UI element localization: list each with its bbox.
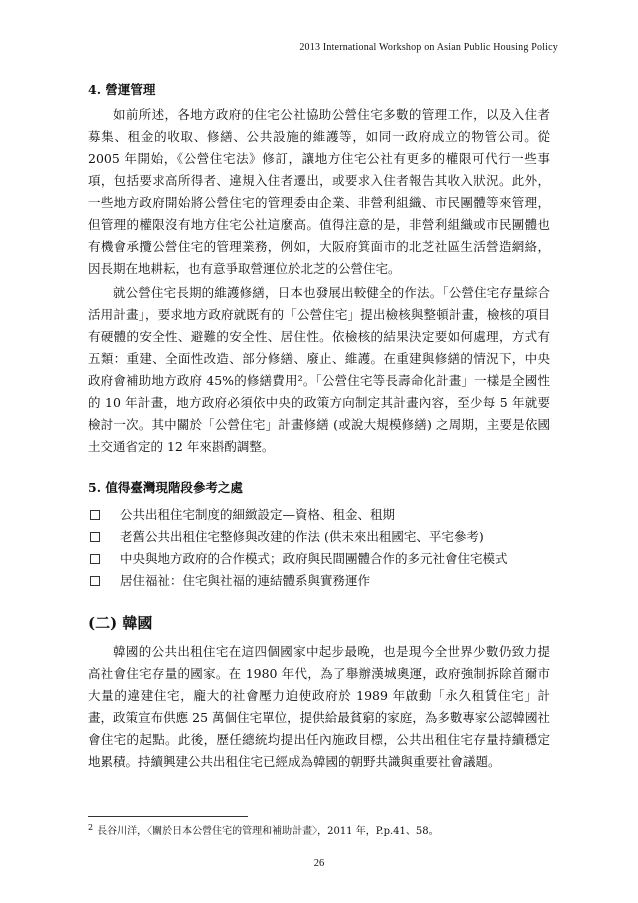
section-4-heading: 4. 營運管理 [88, 82, 156, 97]
section-4-paragraph-1: 如前所述，各地方政府的住宅公社協助公營住宅多數的管理工作，以及入住者募集、租金的收取、修繕、公共設施的維護等，如同一政府成立的物管公司。從 2005 年開始，《公營住宅法》修訂，讓地方住宅公社有更多的權限可代行一些事項，包括要求高所得者、違規入住者遷出，或要求入住者報告其收入狀況。此外，一些地方政府開始將公營住宅的管理委由企業、非營利組織、市民團體等來管理，但管理的權限沒有地方住宅公社這麼高。值得注意的是，非營利組織或市民團體也有機會承攬公營住宅的管理業務，例如，大阪府箕面市的北芝社區生活營造網絡，因長期在地耕耘，也有意爭取營運位於北芝的公營住宅。 [88, 107, 550, 276]
list-item [88, 504, 550, 526]
list-item [88, 570, 550, 592]
list-item-text: 老舊公共出租住宅整修與改建的作法 (供未來出租國宅、平宅參考) [120, 529, 484, 544]
footnote [88, 822, 439, 837]
section-4-paragraph-2: 就公營住宅長期的維護修繕，日本也發展出較健全的作法。「公營住宅存量綜合活用計畫」，要求地方政府就既有的「公營住宅」提出檢核與整頓計畫，檢核的項目有硬體的安全性、避難的安全性、居住性。依檢核的結果決定要如何處理，方式有五類：重建、全面性改造、部分修繕、廢止、維護。在重建與修繕的情況下，中央政府會補助地方政府 45%的修繕費用²。「公營住宅等長壽命化計畫」一樣是全國性的 10 年計畫，地方政府必須依中央的政策方向制定其計畫內容，至少每 5 年就要檢討一次。其中關於「公營住宅」計畫修繕 (或說大規模修繕) 之周期，主要是依國土交通省定的 12 年來斟酌調整。 [88, 285, 550, 454]
page-number: 26 [313, 858, 325, 869]
running-header: 2013 International Workshop on Asian Public Housing Policy [299, 42, 558, 53]
list-item [88, 548, 550, 570]
footnote-text: 長谷川洋，〈關於日本公營住宅的管理和補助計畫〉，2011 年，P.p.41、58。 [97, 826, 439, 837]
reference-points-list [88, 504, 550, 592]
korea-section-title: (二) 韓國 [88, 614, 153, 632]
footnote-divider [88, 816, 248, 817]
checkbox-bullet-icon [90, 532, 100, 542]
section-5-heading: 5. 值得臺灣現階段參考之處 [88, 480, 243, 495]
footnote-marker: 2 [88, 822, 94, 832]
list-item-text: 中央與地方政府的合作模式；政府與民間團體合作的多元社會住宅模式 [120, 551, 508, 566]
list-item-text: 居住福祉：住宅與社福的連結體系與實務運作 [120, 573, 371, 588]
list-item [88, 526, 550, 548]
checkbox-bullet-icon [90, 576, 100, 586]
checkbox-bullet-icon [90, 510, 100, 520]
page-content [88, 70, 550, 775]
checkbox-bullet-icon [90, 554, 100, 564]
korea-paragraph: 韓國的公共出租住宅在這四個國家中起步最晚，也是現今全世界少數仍致力提高社會住宅存量的國家。在 1980 年代，為了舉辦漢城奧運，政府強制拆除首爾市大量的違建住宅，龐大的社會壓力迫使政府於 1989 年啟動「永久租賃住宅」計畫，政策宣布供應 25 萬個住宅單位，提供給最貧窮的家庭，為多數專家公認韓國社會住宅的起點。此後，歷任總統均提出任內施政目標，公共出租住宅存量持續穩定地累積。持續興建公共出租住宅已經成為韓國的朝野共識與重要社會議題。 [88, 644, 550, 769]
list-item-text: 公共出租住宅制度的細緻設定—資格、租金、租期 [120, 507, 396, 522]
